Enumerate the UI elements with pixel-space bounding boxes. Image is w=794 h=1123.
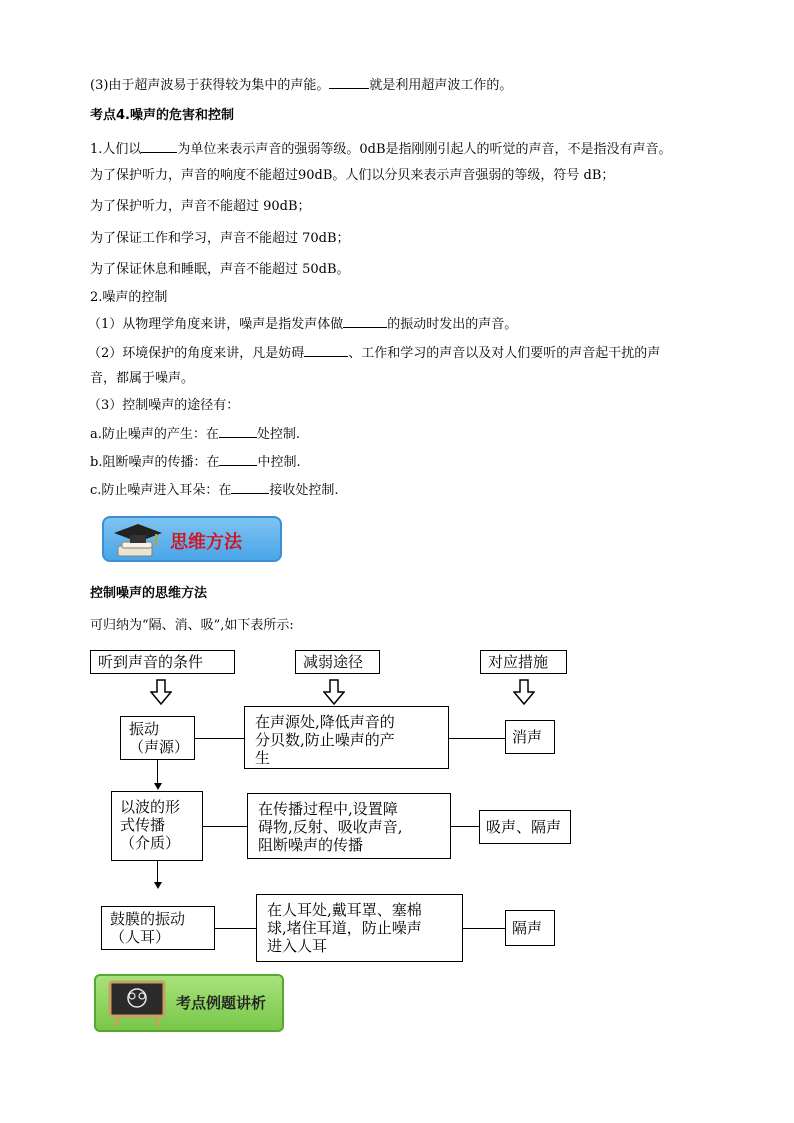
header-measure [480,650,567,674]
text-line: 为了保护听力，声音不能超过 90dB； [90,199,311,214]
box-label: 消声 [512,728,543,746]
down-arrow-icon [323,679,345,705]
text-line [90,140,672,159]
box-label: 在传播过程中,设置障 碍物,反射、吸收声音, 阻断噪声的传播 [258,800,403,854]
line-text: 的振动时发出的声音。 [387,317,518,332]
text-line [90,425,300,444]
connector [463,928,505,929]
connector [195,738,244,739]
down-arrow-icon [150,679,172,705]
box-label: 振动 （声源） [129,720,190,756]
banner-title: 考点例题讲析 [176,994,267,1012]
line-text: (3)由于超声波易于获得较为集中的声能。 [90,78,330,93]
line-text: 中控制. [257,455,301,470]
condition-wave [111,791,203,861]
way-ear [256,894,463,962]
text-line: 为了保证工作和学习，声音不能超过 70dB； [90,231,350,246]
measure-isolate [505,910,555,946]
text-line [88,315,517,334]
box-label: 吸声、隔声 [486,818,562,836]
section-heading: 控制噪声的思维方法 [90,586,208,601]
box-label: 减弱途径 [303,653,364,671]
text-line: 为了保证休息和睡眠，声音不能超过 50dB。 [90,262,350,277]
connector [215,928,256,929]
line-text: 就是利用超声波工作的。 [369,78,513,93]
text-line [88,344,660,363]
fill-blank[interactable] [304,344,348,357]
fill-blank[interactable] [141,140,177,153]
fill-blank[interactable] [329,76,369,89]
box-label: 在声源处,降低声音的 分贝数,防止噪声的产 生 [255,713,395,767]
measure-absorb-isolate [479,810,571,844]
box-label: 在人耳处,戴耳罩、塞棉 球,堵住耳道，防止噪声 进入人耳 [267,901,422,955]
connector [449,738,505,739]
line-text: b.阻断噪声的传播：在 [90,455,220,470]
fill-blank[interactable] [219,453,257,466]
text-line: 为了保护听力，声音的响度不能超过90dB。人们以分贝来表示声音强弱的等级，符号 dB； [90,168,615,183]
method-banner [102,516,282,562]
line-text: a.防止噪声的产生：在 [90,427,219,442]
connector [157,760,158,784]
fill-blank[interactable] [343,315,387,328]
box-label: 鼓膜的振动 （人耳） [110,910,186,946]
arrow-down-icon [154,882,162,889]
box-label: 隔声 [512,919,543,937]
line-text: 、工作和学习的声音以及对人们要听的声音起干扰的声 [348,346,661,361]
section-heading: 考点4.噪声的危害和控制 [90,108,234,123]
arrow-down-icon [154,783,162,790]
condition-eardrum [101,906,215,950]
box-label: 对应措施 [488,653,549,671]
text-line: （3）控制噪声的途径有： [88,398,240,413]
connector [203,826,247,827]
way-propagation [247,793,451,859]
text-line: 可归纳为“隔、消、吸”,如下表所示: [90,618,294,633]
header-way [295,650,380,674]
down-arrow-icon [513,679,535,705]
connector [157,861,158,883]
line-text: 1.人们以 [90,142,142,157]
example-banner [94,974,284,1032]
text-line [90,453,301,472]
line-text: 为单位来表示声音的强弱等级。0dB是指刚刚引起人的听觉的声音，不是指没有声音。 [177,142,672,157]
text-line [90,76,512,95]
way-source [244,706,449,769]
line-text: c.防止噪声进入耳朵：在 [90,483,232,498]
measure-muffle [505,720,555,754]
graduation-cap-icon [112,520,164,560]
line-text: （2）环境保护的角度来讲，凡是妨碍 [88,346,305,361]
banner-title: 思维方法 [170,532,242,553]
box-label: 以波的形 式传播 （介质） [120,798,181,852]
connector [451,826,479,827]
text-line: 2.噪声的控制 [90,290,168,305]
fill-blank[interactable] [231,481,269,494]
line-text: 处控制. [256,427,301,442]
text-line [90,481,339,500]
box-label: 听到声音的条件 [98,653,204,671]
chalkboard-icon [106,980,168,1028]
text-line: 音，都属于噪声。 [90,371,195,386]
line-text: 接收处控制. [269,483,339,498]
condition-vibration [120,716,195,760]
header-condition [90,650,235,674]
line-text: （1）从物理学角度来讲，噪声是指发声体做 [88,317,344,332]
fill-blank[interactable] [219,425,257,438]
